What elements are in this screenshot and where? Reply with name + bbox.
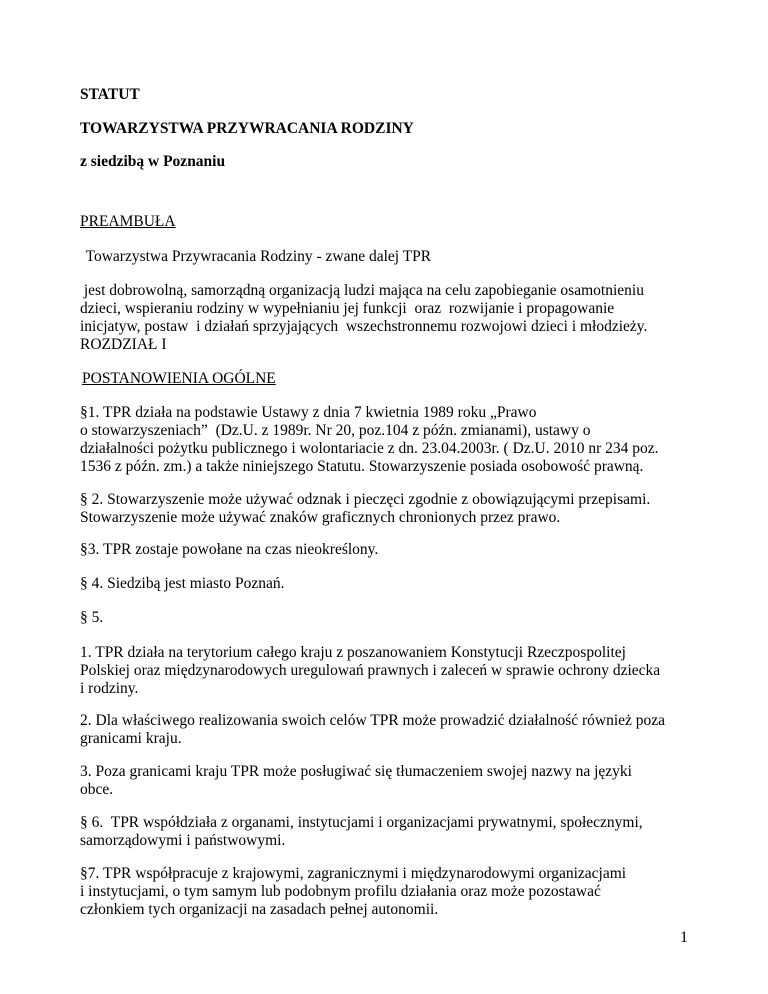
preamble-heading: PREAMBUŁA xyxy=(80,213,176,230)
organization-name: TOWARZYSTWA PRZYWRACANIA RODZINY xyxy=(80,120,414,137)
paragraph-5: § 5. xyxy=(80,609,104,626)
paragraph-line: członkiem tych organizacji na zasadach pełnej autonomii. xyxy=(80,901,439,918)
preamble-body xyxy=(80,282,720,336)
paragraph-line: § 2. Stowarzyszenie może używać odznak i pieczęci zgodnie z obowiązującymi przepisami. xyxy=(80,491,651,508)
paragraph-3: §3. TPR zostaje powołane na czas nieokreślony. xyxy=(80,541,379,558)
paragraph-line: 2. Dla właściwego realizowania swoich celów TPR może prowadzić działalność również poza xyxy=(80,712,666,729)
paragraph-4: § 4. Siedzibą jest miasto Poznań. xyxy=(80,575,285,592)
paragraph-line: §1. TPR działa na podstawie Ustawy z dnia 7 kwietnia 1989 roku „Prawo xyxy=(80,404,537,421)
paragraph-line: działalności pożytku publicznego i wolontariacie z dn. 23.04.2003r. ( Dz.U. 2010 nr 234 poz. xyxy=(80,440,659,457)
paragraph-line: i rodziny. xyxy=(80,680,139,697)
page-number: 1 xyxy=(680,929,688,946)
paragraph-7 xyxy=(80,865,720,919)
paragraph-5-item-1 xyxy=(80,644,720,698)
paragraph-line: obce. xyxy=(80,781,114,798)
preamble-body-line: inicjatyw, postaw i działań sprzyjających wszechstronnemu rozwojowi dzieci i młodzieży. xyxy=(80,318,648,335)
paragraph-line: § 6. TPR współdziała z organami, instytucjami i organizacjami prywatnymi, społecznymi, xyxy=(80,814,643,831)
paragraph-line: Stowarzyszenie może używać znaków graficznych chronionych przez prawo. xyxy=(80,509,561,526)
preamble-intro-line: Towarzystwa Przywracania Rodziny - zwane dalej TPR xyxy=(82,248,432,265)
chapter-heading: ROZDZIAŁ I xyxy=(80,336,167,353)
paragraph-2 xyxy=(80,491,720,527)
paragraph-line: samorządowymi i państwowymi. xyxy=(80,832,286,849)
preamble-body-line: jest dobrowolną, samorządną organizacją ludzi mająca na celu zapobieganie osamotnieniu xyxy=(80,282,644,299)
paragraph-5-item-3 xyxy=(80,763,720,799)
paragraph-line: 1. TPR działa na terytorium całego kraju z poszanowaniem Konstytucji Rzeczpospolitej xyxy=(80,644,626,661)
document-title: STATUT xyxy=(80,86,140,103)
preamble-body-line: dzieci, wspieraniu rodziny w wypełnianiu jej funkcji oraz rozwijanie i propagowanie xyxy=(80,300,615,317)
paragraph-1 xyxy=(80,404,720,476)
paragraph-line: 3. Poza granicami kraju TPR może posługiwać się tłumaczeniem swojej nazwy na języki xyxy=(80,763,632,780)
paragraph-line: Polskiej oraz międzynarodowych uregulowań prawnych i zaleceń w sprawie ochrony dziecka xyxy=(80,662,661,679)
paragraph-5-item-2 xyxy=(80,712,720,748)
paragraph-6 xyxy=(80,814,720,850)
seat-line: z siedzibą w Poznaniu xyxy=(80,153,226,170)
paragraph-line: §7. TPR współpracuje z krajowymi, zagranicznymi i międzynarodowymi organizacjami xyxy=(80,865,627,882)
chapter-subheading: POSTANOWIENIA OGÓLNE xyxy=(82,370,276,387)
paragraph-line: o stowarzyszeniach” (Dz.U. z 1989r. Nr 20, poz.104 z późn. zmianami), ustawy o xyxy=(80,422,591,439)
paragraph-line: granicami kraju. xyxy=(80,730,182,747)
paragraph-line: i instytucjami, o tym samym lub podobnym profilu działania oraz może pozostawać xyxy=(80,883,601,900)
paragraph-line: 1536 z późn. zm.) a także niniejszego Statutu. Stowarzyszenie posiada osobowość prawną. xyxy=(80,458,644,475)
